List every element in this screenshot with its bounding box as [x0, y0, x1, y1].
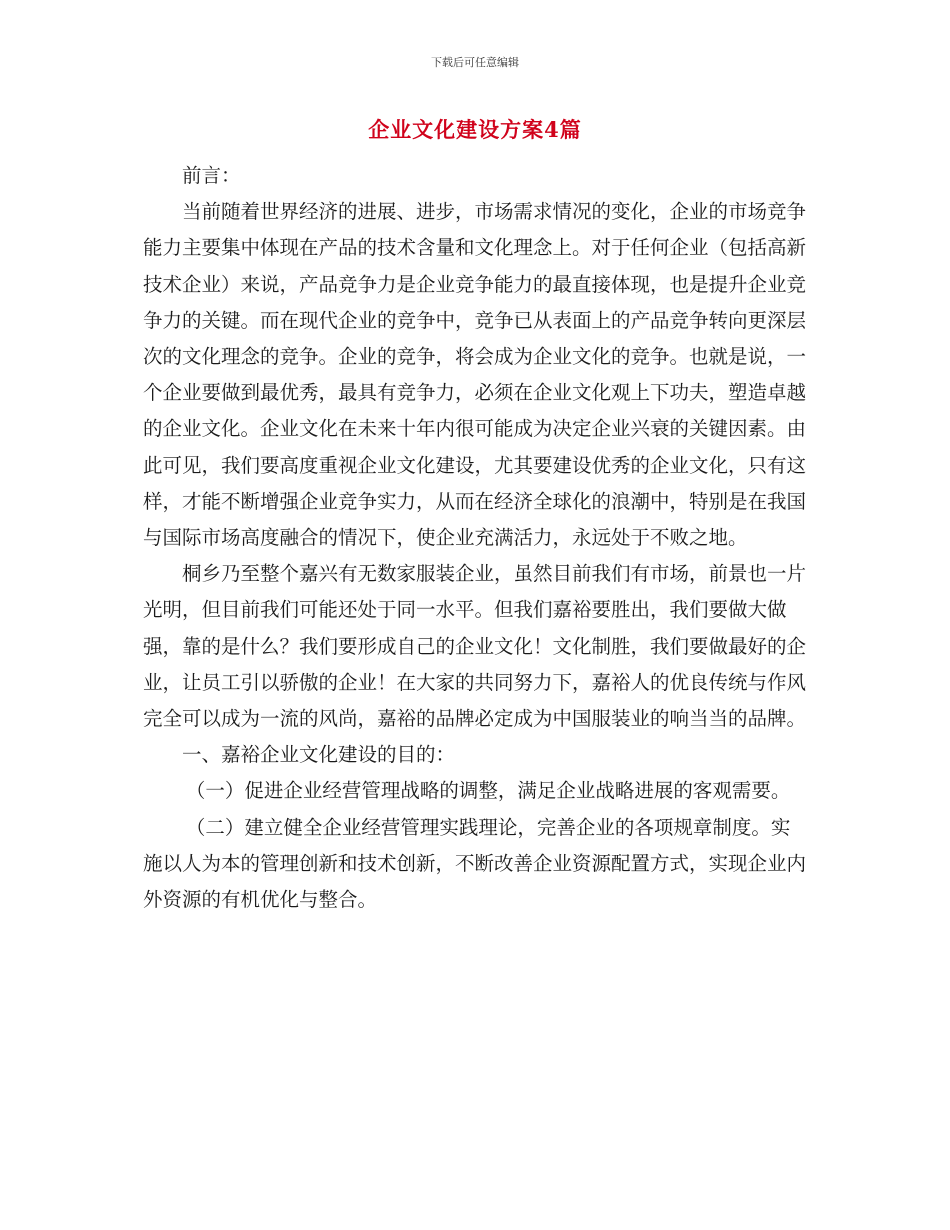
list-item-2: （二）建立健全企业经营管理实践理论，完善企业的各项规章制度。实施以人为本的管理创新和技术创新，不断改善企业资源配置方式，实现企业内外资源的有机优化与整合。: [143, 815, 807, 912]
paragraph-tongxiang: 桐乡乃至整个嘉兴有无数家服装企业，虽然目前我们有市场，前景也一片光明，但目前我们可能还处于同一水平。但我们嘉裕要胜出，我们要做大做强，靠的是什么？我们要形成自己的企业文化！文化制胜，我们要做最好的企业，让员工引以骄傲的企业！在大家的共同努力下，嘉裕人的优良传统与作风完全可以成为一流的风尚，嘉裕的品牌必定成为中国服装业的响当当的品牌。: [143, 562, 807, 731]
list-item-1: （一）促进企业经营管理战略的调整，满足企业战略进展的客观需要。: [185, 779, 791, 803]
document-title: 企业文化建设方案4篇: [368, 117, 582, 142]
preface-label: 前言：: [182, 164, 241, 187]
page-header: 下载后可任意编辑: [431, 56, 519, 69]
section-heading-purpose: 一、嘉裕企业文化建设的目的：: [182, 743, 456, 767]
document-body: [143, 158, 808, 918]
paragraph-intro: 当前随着世界经济的进展、进步，市场需求情况的变化，企业的市场竞争能力主要集中体现在产品的技术含量和文化理念上。对于任何企业（包括高新技术企业）来说，产品竞争力是企业竞争能力的最直接体现，也是提升企业竞争力的关键。而在现代企业的竞争中，竞争已从表面上的产品竞争转向更深层次的文化理念的竞争。企业的竞争，将会成为企业文化的竞争。也就是说，一个企业要做到最优秀，最具有竞争力，必须在企业文化观上下功夫，塑造卓越的企业文化。企业文化在未来十年内很可能成为决定企业兴衰的关键因素。由此可见，我们要高度重视企业文化建设，尤其要建设优秀的企业文化，只有这样，才能不断增强企业竞争实力，从而在经济全球化的浪潮中，特别是在我国与国际市场高度融合的情况下，使企业充满活力，永远处于不败之地。: [143, 200, 807, 550]
